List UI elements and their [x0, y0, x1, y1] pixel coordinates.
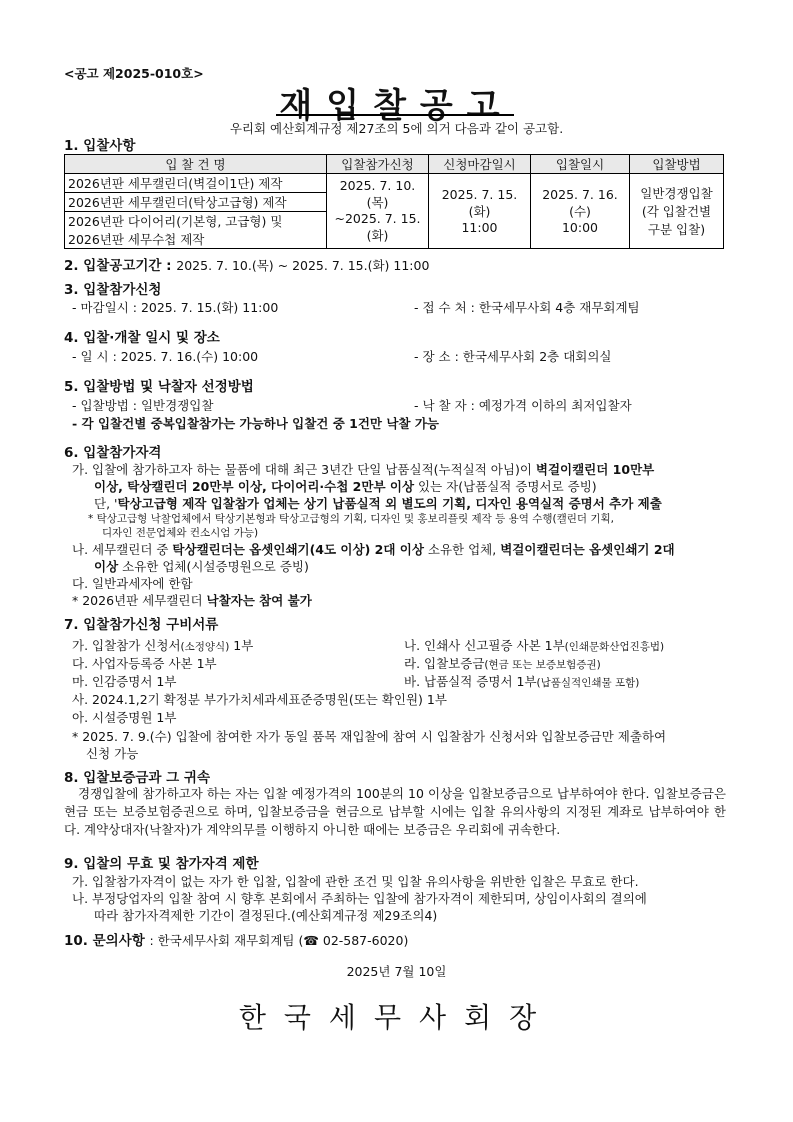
document-label: 라. 입찰보증금: [404, 656, 485, 671]
opening-datetime: - 일 시 : 2025. 7. 16.(수) 10:00: [72, 349, 259, 364]
qualification-text: 소유한 업체(시설증명원으로 증빙): [118, 559, 309, 574]
section-1-heading: 1. 입찰사항: [64, 138, 136, 154]
qualification-bold: 이상, 탁상캘린더 20만부 이상, 다이어리·수첩 2만부 이상: [94, 479, 415, 494]
issuer-signature: 한국세무사회장: [238, 1001, 555, 1034]
bid-method-cell: [630, 174, 724, 249]
document-item: 다. 사업자등록증 사본 1부: [72, 656, 217, 671]
deadline-time: 11:00: [461, 220, 498, 235]
rebid-note-line2: 신청 가능: [86, 746, 139, 761]
section-6-heading: 6. 입찰참가자격: [64, 445, 162, 461]
table-header: 입찰일시: [531, 155, 630, 174]
table-header: 신청마감일시: [429, 155, 531, 174]
bid-method-line: - 입찰방법 : 일반경쟁입찰: [72, 398, 214, 413]
restriction-rule-line2: 따라 참가자격제한 기간이 결정된다.(예산회계규정 제29조의4): [94, 908, 438, 923]
section-2-title: 2. 입찰공고기간 :: [64, 258, 172, 274]
qualification-text: 있는 자(납품실적 증명서로 증빙): [414, 479, 597, 494]
bid-item: 2026년판 세무캘린더(벽걸이1단) 제작: [65, 174, 327, 193]
section-3-heading: 3. 입찰참가신청: [64, 282, 162, 298]
document-item: 사. 2024.1,2기 확정분 부가가치세과세표준증명원(또는 확인원) 1부: [72, 692, 447, 707]
qualification-da: 다. 일반과세자에 한함: [72, 576, 193, 591]
bid-items-table: [64, 154, 724, 249]
winner-rule: - 낙 찰 자 : 예정가격 이하의 최저입찰자: [414, 398, 632, 413]
bid-date: 2025. 7. 16.(수): [542, 187, 618, 219]
qualification-bold: 이상: [94, 559, 119, 574]
qualification-note-line1: * 탁상고급형 낙찰업체에서 탁상기본형과 탁상고급형의 기획, 디자인 및 홍보리플릿 제작 등 용역 수행(캘린더 기획,: [88, 513, 614, 525]
restriction-rule-line1: 나. 부정당업자의 입찰 참여 시 향후 본회에서 주최하는 입찰에 참가자격이 제한되며, 상임이사회의 결의에: [72, 891, 647, 906]
qualification-bold: 탁상캘린더는 옵셋인쇄기(4도 이상) 2대 이상: [172, 542, 424, 557]
notice-number: <공고 제2025-010호>: [64, 66, 204, 81]
qualification-note: [72, 591, 312, 609]
apply-period-cell: [327, 174, 429, 249]
invalid-bid-rule: 가. 입찰참가자격이 없는 자가 한 입찰, 입찰에 관한 조건 및 입찰 유의사항을 위반한 입찰은 무효로 한다.: [72, 874, 639, 889]
deadline-date: 2025. 7. 15.(화): [441, 187, 518, 219]
document-note: (현금 또는 보증보험증권): [484, 659, 601, 671]
section-9-heading: 9. 입찰의 무효 및 참가자격 제한: [64, 856, 259, 872]
title-underline: [276, 114, 514, 116]
bid-method-note: (각 입찰건별: [641, 204, 712, 219]
section-5-heading: 5. 입찰방법 및 낙찰자 선정방법: [64, 379, 254, 395]
section-4-heading: 4. 입찰·개찰 일시 및 장소: [64, 330, 220, 346]
bid-item: 2026년판 다이어리(기본형, 고급형) 및: [65, 212, 327, 231]
qualification-note-line2: 디자인 전문업체와 컨소시엄 가능): [102, 527, 259, 539]
page-title: 재입찰공고: [279, 86, 514, 126]
qualification-bold: 벽걸이캘린더 10만부: [535, 462, 655, 477]
page-subtitle: 우리회 예산회계규정 제27조의 5에 의거 다음과 같이 공고함.: [229, 121, 564, 136]
opening-place: - 장 소 : 한국세무사회 2층 대회의실: [414, 349, 612, 364]
qualification-text: 가. 입찰에 참가하고자 하는 물품에 대해 최근 3년간 단일 납품실적(누적실적 아님)이: [72, 462, 536, 477]
qualification-text: 나. 세무캘린더 중: [72, 542, 173, 557]
notice-period: 2025. 7. 10.(목) ~ 2025. 7. 15.(화) 11:00: [176, 258, 430, 273]
qualification-bold: 낙찰자는 참여 불가: [206, 593, 312, 608]
document-note: (납품실적인쇄물 포함): [536, 677, 640, 689]
qualification-bold: 탁상고급형 제작 입찰참가 업체는 상기 납품실적 외 별도의 기획, 디자인 용역실적 증명서 추가 제출: [117, 496, 662, 511]
deadline-cell: [429, 174, 531, 249]
qualification-ga-line2: [94, 477, 597, 495]
table-header-row: [65, 155, 724, 174]
document-count: 1부: [229, 638, 254, 653]
document-item: [72, 636, 253, 654]
qualification-text: 소유한 업체,: [423, 542, 501, 557]
document-item: 마. 인감증명서 1부: [72, 674, 177, 689]
document-item: [404, 672, 639, 690]
bid-item: 2026년판 세무수첩 제작: [65, 230, 327, 249]
bid-item: 2026년판 세무캘린더(탁상고급형) 제작: [65, 193, 327, 212]
duplicate-bid-note: - 각 입찰건별 중복입찰참가는 가능하나 입찰건 중 1건만 낙찰 가능: [72, 416, 440, 431]
qualification-na-line1: [72, 540, 675, 558]
document-item: 아. 시설증명원 1부: [72, 710, 177, 725]
bid-time: 10:00: [561, 220, 599, 235]
document-note: (인쇄문화산업진흥법): [564, 641, 665, 653]
document-item: [404, 654, 601, 672]
table-row: [65, 174, 724, 193]
document-label: 가. 입찰참가 신청서: [72, 638, 181, 653]
qualification-ga-line3: [94, 494, 662, 512]
section-7-heading: 7. 입찰참가신청 구비서류: [64, 617, 219, 633]
document-note: (소정양식): [180, 641, 230, 653]
section-10-title: 10. 문의사항: [64, 933, 145, 949]
rebid-note-line1: * 2025. 7. 9.(수) 입찰에 참여한 자가 동일 품목 재입찰에 참여 시 입찰참가 신청서와 입찰보증금만 제출하여: [72, 729, 667, 744]
bid-method: 일반경쟁입찰: [640, 186, 713, 201]
apply-start: 2025. 7. 10.(목): [339, 178, 416, 210]
bid-datetime-cell: [531, 174, 630, 249]
section-8-heading: 8. 입찰보증금과 그 귀속: [64, 770, 210, 786]
contact-info: : 한국세무사회 재무회계팀 (☎ 02-587-6020): [149, 933, 409, 948]
qualification-bold: 벽걸이캘린더는 옵셋인쇄기 2대: [500, 542, 675, 557]
qualification-text: * 2026년판 세무캘린더: [72, 593, 207, 608]
table-header: 입찰방법: [630, 155, 724, 174]
qualification-text: 단, ': [94, 496, 118, 511]
qualification-ga-line1: [72, 460, 654, 478]
table-header: 입찰참가신청: [327, 155, 429, 174]
apply-end: ~2025. 7. 15.(화): [334, 211, 421, 243]
section-10-heading: [64, 929, 408, 949]
section-2-heading: [64, 254, 429, 274]
qualification-na-line2: [94, 557, 309, 575]
reception-desk: - 접 수 처 : 한국세무사회 4층 재무회계팀: [414, 300, 640, 315]
deposit-paragraph: 경쟁입찰에 참가하고자 하는 자는 입찰 예정가격의 100분의 10 이상을 입찰보증금으로 납부하여야 한다. 입찰보증금은 현금 또는 보증보험증권으로 하며, 입찰보증금을 현금으로 납부할 시에는 입찰 유의사항의 지정된 계좌로 납부하여야 한다. 계약상대자(낙찰자)가 계약의무를 이행하지 아니한 때에는 보증금은 우리회에 귀속한다.: [64, 786, 726, 837]
bid-method-note: 구분 입찰): [647, 222, 706, 237]
table-header: 입 찰 건 명: [65, 155, 327, 174]
document-item: [404, 636, 664, 654]
document-label: 나. 인쇄사 신고필증 사본 1부: [404, 638, 565, 653]
notice-date: 2025년 7월 10일: [346, 964, 447, 979]
application-deadline: - 마감일시 : 2025. 7. 15.(화) 11:00: [72, 300, 279, 315]
document-label: 바. 납품실적 증명서 1부: [404, 674, 537, 689]
